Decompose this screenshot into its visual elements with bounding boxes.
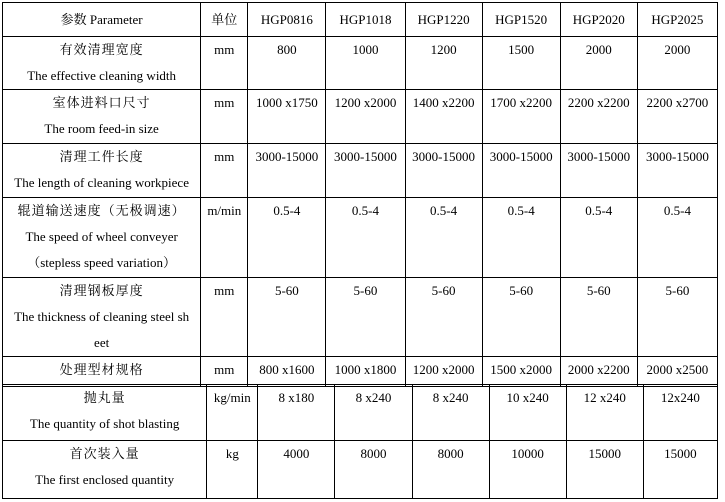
value-cell: 2000 x2200 — [560, 357, 637, 387]
table-row — [3, 357, 718, 387]
parameter-zh: 室体进料口尺寸 — [52, 95, 151, 110]
header-model: HGP2025 — [637, 3, 717, 37]
header-model: HGP2020 — [560, 3, 637, 37]
value-cell: 800 — [248, 37, 326, 90]
table-row — [3, 90, 718, 144]
value-cell: 8000 — [412, 441, 489, 499]
value-cell: 2000 — [637, 37, 717, 90]
table-row — [3, 144, 718, 198]
value-cell: 2200 x2700 — [637, 90, 717, 144]
parameter-zh: 清理工件长度 — [59, 149, 144, 164]
value-cell: 8 x180 — [258, 385, 335, 441]
value-cell: 0.5-4 — [248, 198, 326, 278]
value-cell: 1000 x1800 — [326, 357, 405, 387]
value-cell: 2000 x2500 — [637, 357, 717, 387]
value-cell: 8 x240 — [335, 385, 412, 441]
value-cell: 1200 x2000 — [405, 357, 482, 387]
value-cell: 3000-15000 — [482, 144, 560, 198]
unit-cell: m/min — [201, 198, 248, 278]
value-cell: 0.5-4 — [326, 198, 405, 278]
header-parameter: 参数 Parameter — [3, 3, 201, 37]
parameter-en: The thickness of cleaning steel sh — [14, 309, 190, 324]
unit-cell: mm — [201, 278, 248, 357]
table-row — [3, 198, 718, 278]
value-cell: 1000 x1750 — [248, 90, 326, 144]
parameter-en-cont: （stepless speed variation） — [27, 255, 176, 270]
value-cell: 3000-15000 — [326, 144, 405, 198]
value-cell: 8 x240 — [412, 385, 489, 441]
value-cell: 5-60 — [560, 278, 637, 357]
value-cell: 0.5-4 — [405, 198, 482, 278]
value-cell: 3000-15000 — [248, 144, 326, 198]
value-cell: 800 x1600 — [248, 357, 326, 387]
value-cell: 12x240 — [643, 385, 717, 441]
unit-cell: mm — [201, 90, 248, 144]
value-cell: 1500 x2000 — [482, 357, 560, 387]
value-cell: 15000 — [566, 441, 643, 499]
table-row — [3, 441, 718, 499]
parameter-zh: 抛丸量 — [83, 390, 126, 405]
parameter-cell — [3, 90, 201, 144]
value-cell: 1400 x2200 — [405, 90, 482, 144]
unit-cell: kg — [207, 441, 258, 499]
value-cell: 5-60 — [326, 278, 405, 357]
parameter-en: The effective cleaning width — [27, 68, 177, 83]
parameter-zh: 有效清理宽度 — [59, 42, 144, 57]
parameter-en: The speed of wheel conveyer — [25, 229, 178, 244]
value-cell: 4000 — [258, 441, 335, 499]
parameter-en: The length of cleaning workpiece — [14, 175, 189, 190]
header-model: HGP1220 — [405, 3, 482, 37]
parameter-cell — [3, 278, 201, 357]
value-cell: 10 x240 — [489, 385, 566, 441]
value-cell: 1500 — [482, 37, 560, 90]
value-cell: 5-60 — [482, 278, 560, 357]
unit-cell: mm — [201, 357, 248, 387]
value-cell: 2200 x2200 — [560, 90, 637, 144]
value-cell: 10000 — [489, 441, 566, 499]
header-model: HGP1018 — [326, 3, 405, 37]
value-cell: 1200 — [405, 37, 482, 90]
table-row — [3, 385, 718, 441]
parameter-cell — [3, 198, 201, 278]
header-model: HGP1520 — [482, 3, 560, 37]
value-cell: 15000 — [643, 441, 717, 499]
spec-table — [2, 2, 718, 387]
value-cell: 1000 — [326, 37, 405, 90]
unit-cell: mm — [201, 37, 248, 90]
parameter-cell — [3, 357, 201, 387]
parameter-cell — [3, 385, 207, 441]
value-cell: 1700 x2200 — [482, 90, 560, 144]
value-cell: 3000-15000 — [405, 144, 482, 198]
table-row — [3, 278, 718, 357]
unit-cell: kg/min — [207, 385, 258, 441]
header-unit: 单位 — [201, 3, 248, 37]
parameter-zh: 首次装入量 — [69, 446, 140, 461]
parameter-zh: 清理钢板厚度 — [59, 283, 144, 298]
parameter-en: The quantity of shot blasting — [29, 416, 180, 431]
parameter-en: The first enclosed quantity — [35, 472, 175, 487]
parameter-cell — [3, 144, 201, 198]
unit-cell: mm — [201, 144, 248, 198]
value-cell: 1200 x2000 — [326, 90, 405, 144]
parameter-en-cont: eet — [94, 335, 110, 350]
value-cell: 0.5-4 — [560, 198, 637, 278]
table-row — [3, 37, 718, 90]
value-cell: 8000 — [335, 441, 412, 499]
value-cell: 12 x240 — [566, 385, 643, 441]
value-cell: 5-60 — [248, 278, 326, 357]
header-model: HGP0816 — [248, 3, 326, 37]
parameter-cell — [3, 37, 201, 90]
value-cell: 5-60 — [637, 278, 717, 357]
value-cell: 0.5-4 — [637, 198, 717, 278]
parameter-en: The room feed-in size — [44, 121, 159, 136]
parameter-zh: 处理型材规格 — [59, 362, 144, 377]
value-cell: 0.5-4 — [482, 198, 560, 278]
value-cell: 2000 — [560, 37, 637, 90]
spec-table-continued — [2, 384, 718, 499]
header-row — [3, 3, 718, 37]
value-cell: 3000-15000 — [637, 144, 717, 198]
parameter-cell — [3, 441, 207, 499]
value-cell: 5-60 — [405, 278, 482, 357]
parameter-zh: 辊道输送速度（无极调速） — [17, 203, 186, 218]
value-cell: 3000-15000 — [560, 144, 637, 198]
